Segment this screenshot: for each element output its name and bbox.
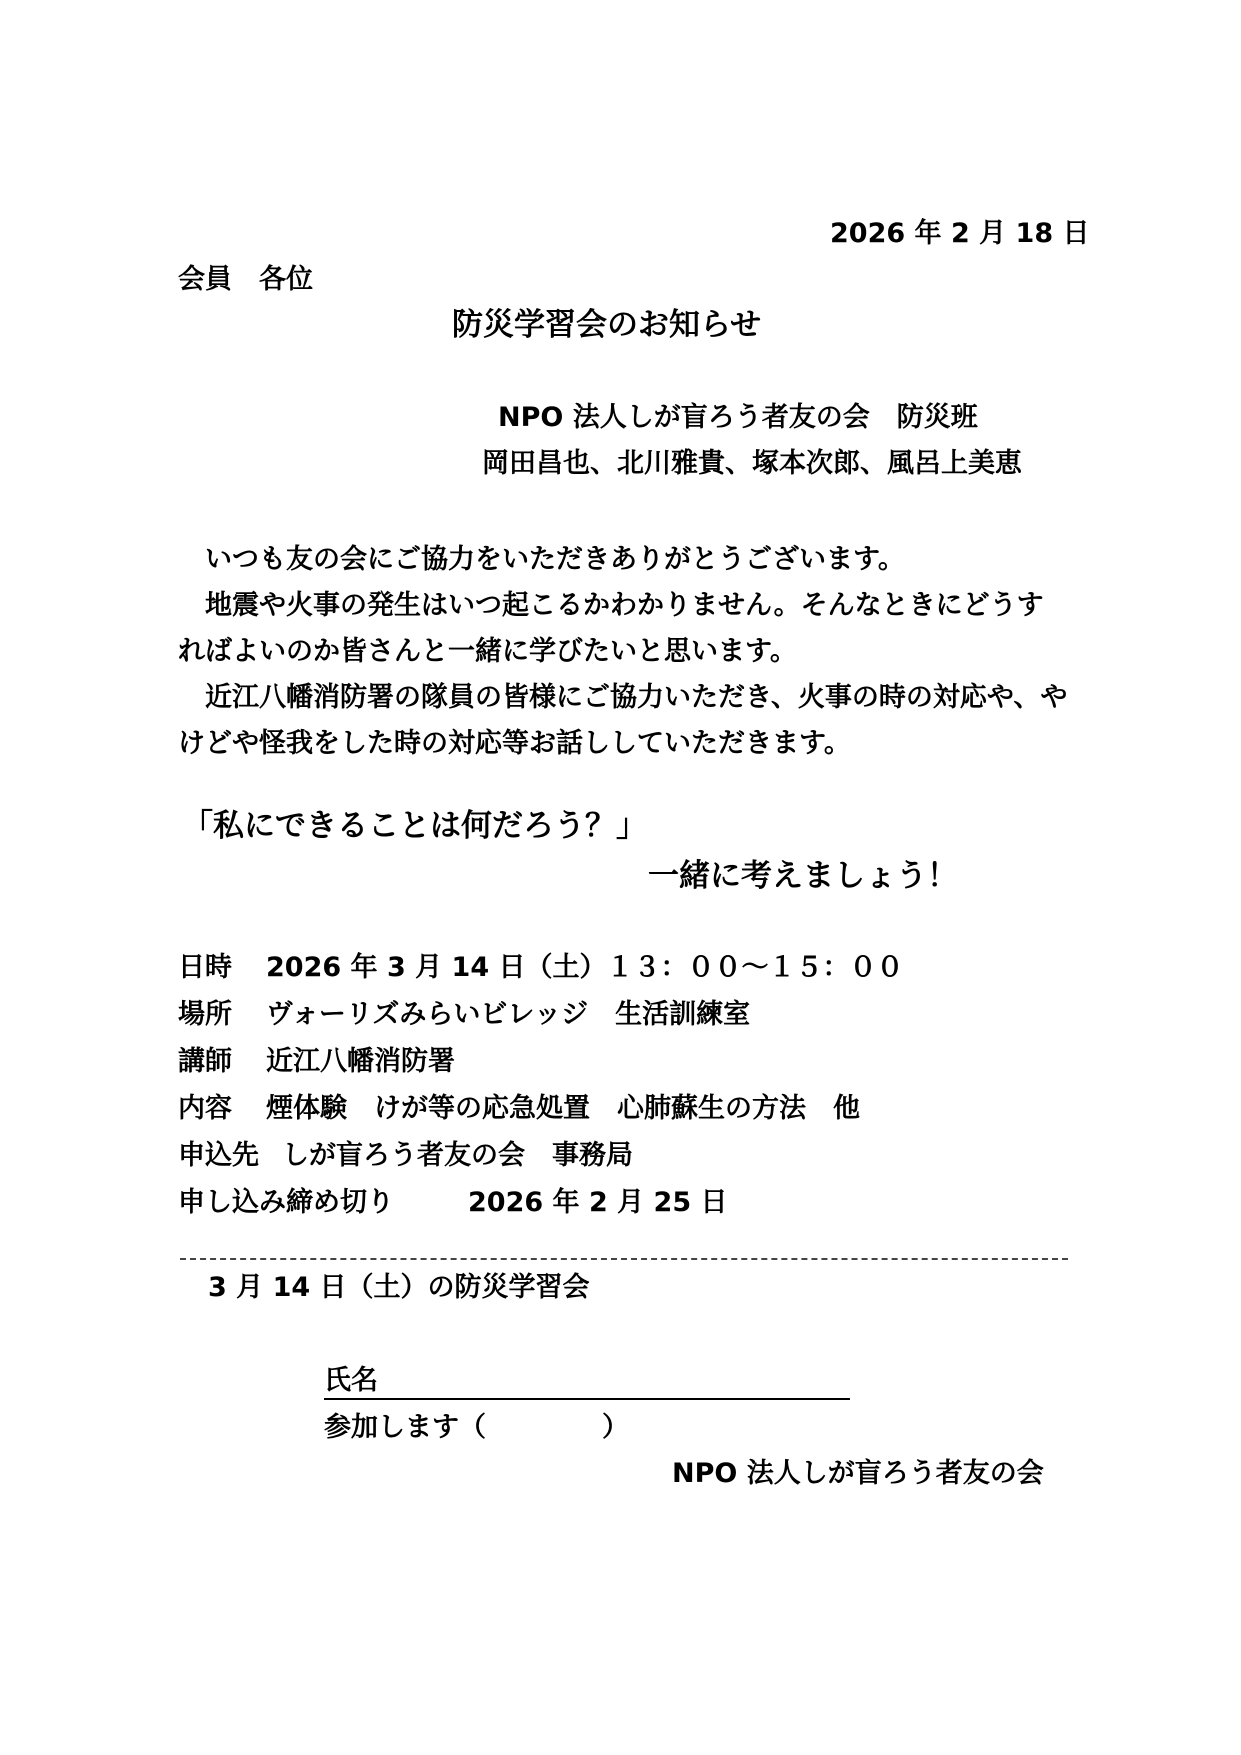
detail-label: 内容: [178, 1093, 232, 1124]
detail-row-datetime: [178, 944, 904, 991]
detail-row-place: [178, 991, 904, 1038]
sender-organization: NPO 法人しが盲ろう者友の会 防災班: [498, 402, 978, 433]
detail-row-content: [178, 1085, 904, 1132]
detail-value: 近江八幡消防署: [266, 1046, 455, 1077]
sender-authors: 岡田昌也、北川雅貴、塚本次郎、風呂上美恵: [482, 448, 1022, 479]
detail-row-deadline: [178, 1179, 904, 1226]
detail-value: 2026 年 3 月 14 日（土）１３：００～１５：００: [266, 952, 904, 983]
detail-label: 場所: [178, 999, 232, 1030]
recipient-line: 会員 各位: [178, 264, 313, 295]
slogan-question: 「私にできることは何だろう？」: [182, 808, 647, 844]
reply-form-title: 3 月 14 日（土）の防災学習会: [208, 1272, 590, 1303]
detail-value: しが盲ろう者友の会 事務局: [282, 1140, 633, 1171]
detail-value: ヴォーリズみらいビレッジ 生活訓練室: [266, 999, 751, 1030]
attend-label-close: ）: [602, 1412, 629, 1443]
attendance-field[interactable]: [324, 1410, 629, 1446]
detail-label: 日時: [178, 952, 232, 983]
body-paragraph: いつも友の会にご協力をいただきありがとうございます。: [205, 544, 905, 575]
cut-line-divider: [180, 1258, 1068, 1260]
name-label: 氏名: [324, 1365, 378, 1396]
name-field[interactable]: [324, 1364, 850, 1400]
reply-signoff: NPO 法人しが盲ろう者友の会: [672, 1458, 1044, 1489]
event-details: [178, 944, 904, 1226]
attend-label-open: 参加します（: [324, 1412, 486, 1443]
detail-label: 申込先: [178, 1140, 259, 1171]
detail-row-lecturer: [178, 1038, 904, 1085]
document-title: 防災学習会のお知らせ: [452, 307, 762, 343]
document-date: 2026 年 2 月 18 日: [830, 218, 1090, 249]
body-text: [178, 537, 1068, 767]
detail-row-apply-to: [178, 1132, 904, 1179]
detail-label: 申し込み締め切り: [178, 1187, 394, 1218]
body-paragraph: 近江八幡消防署の隊員の皆様にご協力いただき、火事の時の対応や、やけどや怪我をした時の対応等お話ししていただきます。: [178, 682, 1068, 759]
body-paragraph: 地震や火事の発生はいつ起こるかわかりません。そんなときにどうすればよいのか皆さんと一緒に学びたいと思います。: [178, 590, 1044, 667]
detail-value: 2026 年 2 月 25 日: [468, 1187, 728, 1218]
slogan-call: 一緒に考えましょう！: [648, 858, 958, 894]
detail-label: 講師: [178, 1046, 232, 1077]
detail-value: 煙体験 けが等の応急処置 心肺蘇生の方法 他: [266, 1093, 860, 1124]
